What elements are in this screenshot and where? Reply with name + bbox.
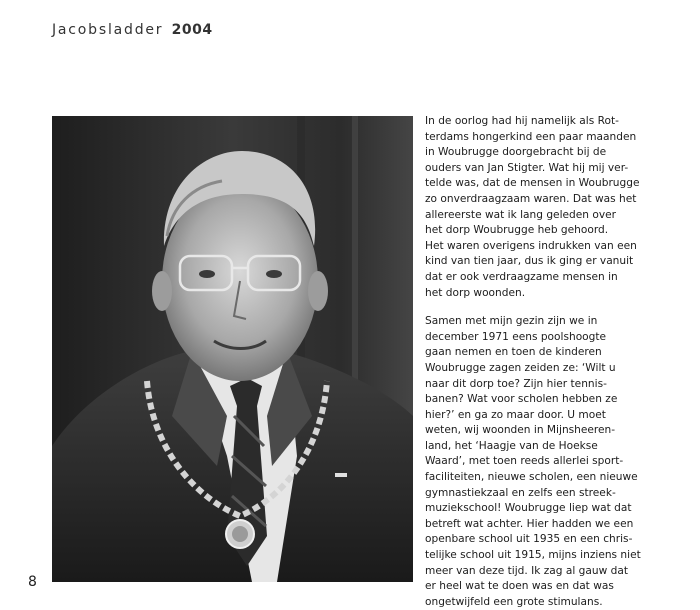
text-line: er heel wat te doen was en dat was	[425, 580, 614, 593]
text-line: betreft wat achter. Hier hadden we een	[425, 517, 634, 530]
paragraph-1	[425, 114, 665, 301]
text-line: allereerste wat ik lang geleden over	[425, 208, 616, 221]
text-line: In de oorlog had hij namelijk als Rot-	[425, 115, 619, 127]
text-line: naar dit dorp toe? Zijn hier tennis-	[425, 377, 607, 390]
text-line: het dorp Woubrugge heb gehoord.	[425, 224, 609, 237]
publication-title: Jacobsladder	[52, 22, 164, 38]
publication-year: 2004	[171, 22, 213, 38]
text-line: terdams hongerkind een paar maanden	[425, 130, 637, 143]
text-line: faciliteiten, nieuwe scholen, een nieuwe	[425, 471, 638, 484]
text-line: weten, wij woonden in Mijnsheeren-	[425, 424, 616, 437]
text-line: dat er ook verdraagzame mensen in	[425, 270, 618, 283]
text-line: kind van tien jaar, dus ik ging er vanuit	[425, 255, 634, 268]
running-header	[52, 22, 213, 38]
text-line: gaan nemen en toen de kinderen	[425, 346, 602, 359]
article-text	[425, 114, 665, 610]
text-line: ongetwijfeld een grote stimulans.	[425, 595, 603, 608]
text-line: Woubrugge zagen zeiden ze: ‘Wilt u	[425, 361, 616, 374]
text-line: meer van deze tijd. Ik zag al gauw dat	[425, 564, 629, 577]
text-line: banen? Wat voor scholen hebben ze	[425, 393, 618, 406]
text-line: Het waren overigens indrukken van een	[425, 239, 637, 252]
text-line: telde was, dat de mensen in Woubrugge	[425, 177, 640, 190]
text-line: december 1971 eens poolshoogte	[425, 330, 607, 343]
portrait-photo	[52, 116, 413, 582]
text-line: gymnastiekzaal en zelfs een streek-	[425, 486, 616, 499]
text-line: ouders van Jan Stigter. Wat hij mij ver-	[425, 161, 629, 174]
text-line: hier?’ en ga zo maar door. U moet	[425, 408, 606, 421]
text-line: zo onverdraagzaam waren. Dat was het	[425, 192, 637, 205]
text-line: muziekschool! Woubrugge liep wat dat	[425, 502, 632, 515]
portrait-photo-icon	[52, 116, 413, 582]
text-line: telijke school uit 1915, mijns inziens niet	[425, 549, 641, 562]
text-line: het dorp woonden.	[425, 286, 526, 299]
text-line: Samen met mijn gezin zijn we in	[425, 315, 598, 328]
text-line: Waard’, met toen reeds allerlei sport-	[425, 455, 624, 468]
paragraph-gap	[425, 301, 665, 314]
text-line: land, het ‘Haagje van de Hoekse	[425, 439, 598, 452]
paragraph-2	[425, 314, 665, 610]
text-line: openbare school uit 1935 en een chris-	[425, 533, 633, 546]
text-line: in Woubrugge doorgebracht bij de	[425, 146, 607, 159]
page-number: 8	[28, 574, 37, 590]
